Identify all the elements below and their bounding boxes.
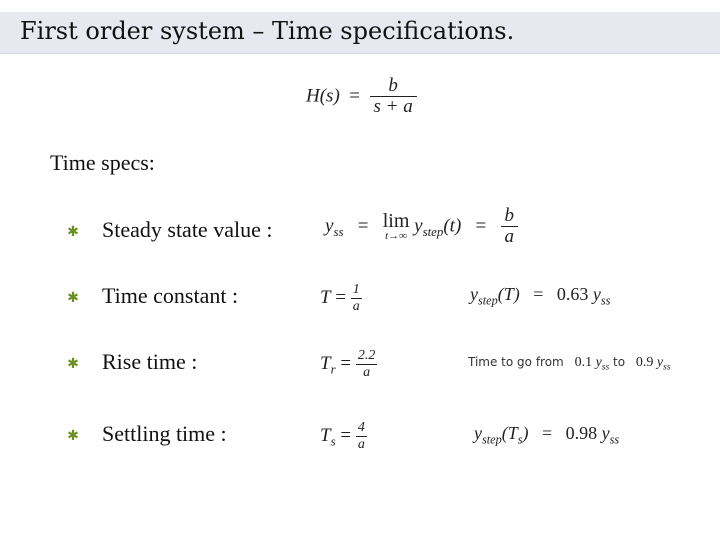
equals-2: = [466, 215, 496, 237]
ystep-sub: step [482, 432, 502, 447]
st-frac-den: a [357, 436, 365, 452]
tf-fraction [370, 76, 417, 118]
yss-sub: ss [609, 432, 620, 447]
slide-title: First order system – Time specifications. [20, 17, 515, 45]
ystep-arg-open: (T [501, 423, 518, 443]
tc-fraction [351, 283, 362, 314]
note-from: 0.1 $y_{ss}$ [574, 355, 610, 373]
settling-time-step-value [474, 423, 619, 447]
asterisk-bullet-icon: ✱ [67, 356, 79, 372]
yss-sub: ss [600, 293, 611, 308]
spec-label-settling-time: Settling time : [102, 421, 227, 446]
yss-symbol: y [592, 284, 601, 304]
yss-sub: ss [333, 223, 344, 239]
title-bar [0, 12, 720, 54]
st-value: 0.98 [565, 423, 598, 443]
tf-equals: = [344, 85, 365, 107]
settling-time-formula [320, 421, 367, 452]
asterisk-bullet-icon: ✱ [67, 224, 79, 240]
rise-time-formula [320, 349, 377, 380]
tf-denominator: s + a [373, 95, 413, 117]
ystep-sub: step [478, 293, 498, 308]
ystep-sub: step [422, 223, 444, 239]
equals-5: = [340, 352, 356, 374]
st-frac-num: 4 [357, 420, 365, 435]
ystep-symbol: y [470, 284, 478, 304]
Tr-sub: r [330, 361, 336, 377]
from-sub: ss [601, 362, 610, 373]
rise-time-note [468, 355, 671, 372]
ystep-symbol: y [414, 215, 423, 237]
equals-4: = [524, 284, 553, 304]
asterisk-bullet-icon: ✱ [67, 428, 79, 444]
to-sub: ss [663, 362, 671, 373]
to-value: 0.9 [635, 355, 654, 370]
rt-frac-den: a [363, 364, 371, 380]
time-constant-step-value [470, 284, 610, 308]
ystep-symbol: y [474, 423, 482, 443]
ss-frac-num: b [501, 206, 519, 227]
time-constant-formula [320, 283, 362, 314]
T-symbol: T [320, 424, 331, 446]
limit-operator [383, 211, 410, 242]
yss-symbol: y [601, 423, 610, 443]
lim-text: lim [382, 210, 410, 233]
ystep-arg-close: ) [522, 423, 529, 443]
note-to: to [613, 355, 626, 369]
note-prefix: Time to go from [468, 355, 564, 369]
st-fraction [356, 421, 367, 452]
ystep-arg: (T) [497, 284, 520, 304]
T-symbol: T [320, 352, 331, 374]
from-value: 0.1 [574, 355, 593, 370]
T-symbol: T [320, 286, 331, 308]
ystep-arg: (t) [443, 215, 462, 237]
transfer-function [306, 76, 417, 118]
rt-fraction [356, 349, 378, 380]
asterisk-bullet-icon: ✱ [67, 290, 79, 306]
rt-frac-num: 2.2 [357, 348, 376, 363]
spec-label-time-constant: Time constant : [102, 283, 239, 308]
equals-6: = [340, 424, 356, 446]
yss-symbol: y [325, 215, 334, 237]
tc-frac-den: a [352, 298, 360, 314]
Ts-sub: s [330, 433, 336, 449]
steady-state-formula [325, 206, 518, 248]
equals-7: = [533, 423, 562, 443]
lim-under: t→∞ [385, 230, 407, 243]
tf-numerator: b [370, 76, 417, 97]
equals-1: = [348, 215, 378, 237]
spec-label-rise-time: Rise time : [102, 349, 198, 374]
tc-frac-num: 1 [352, 282, 360, 297]
tf-lhs: H(s) [306, 85, 340, 107]
ss-frac-den: a [504, 225, 515, 247]
spec-label-steady-state: Steady state value : [102, 217, 273, 242]
tc-value: 0.63 [556, 284, 589, 304]
ystep-arg-sub: s [517, 432, 523, 447]
equals-3: = [335, 286, 351, 308]
note-to-value: 0.9 $y_{ss}$ [635, 355, 671, 373]
ss-fraction [501, 206, 519, 248]
specs-heading: Time specs: [50, 150, 155, 175]
